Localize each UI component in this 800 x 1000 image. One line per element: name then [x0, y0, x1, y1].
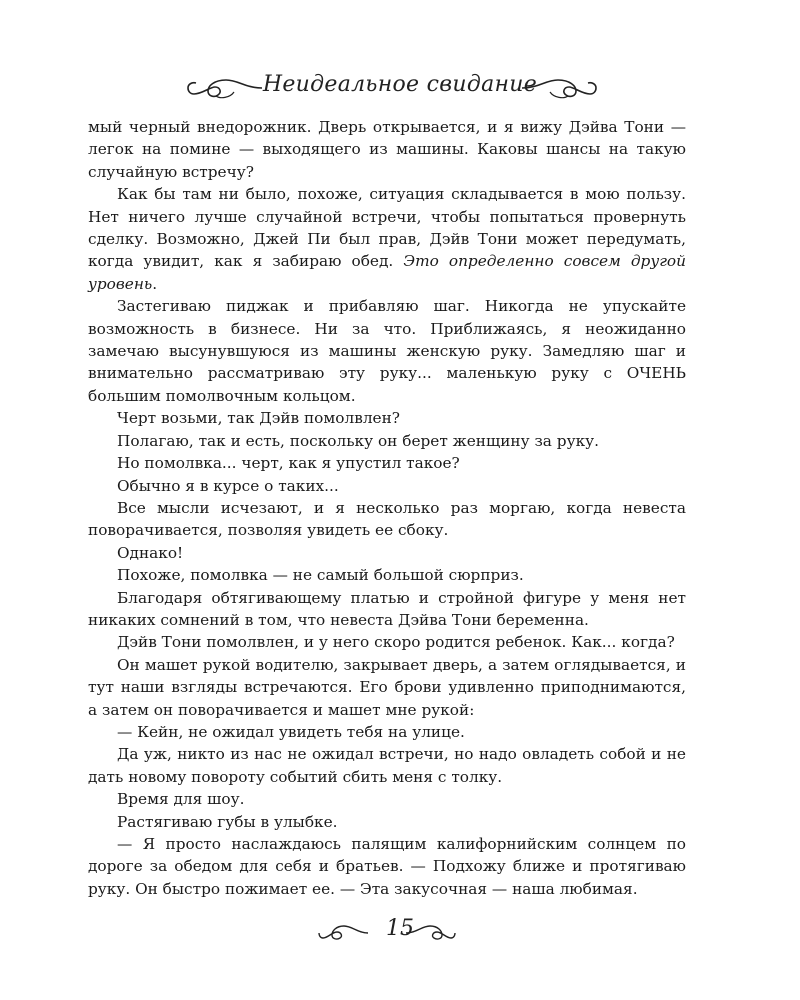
- paragraph-italic-text: Это определенно совсем другой уровень: [88, 252, 686, 293]
- paragraph: Время для шоу.: [117, 790, 245, 809]
- paragraph: — Кейн, не ожидал увидеть тебя на улице.: [117, 722, 465, 741]
- paragraph: мый черный внедорожник. Дверь открывается, и я вижу Дэйва Тони — легок на помине — выходящего из машины. Каковы шансы на такую случайную встречу?: [88, 118, 686, 181]
- paragraph-text: Как бы там ни было, похоже, ситуация складывается в мою пользу. Нет ничего лучше случайной встречи, чтобы попытаться провернуть сделку. Возможно, Джей Пи был прав, Дэйв Тони может передумать, когда увидит, как я забираю обед.: [88, 185, 686, 271]
- paragraph: Похоже, помолвка — не самый большой сюрприз.: [117, 566, 524, 585]
- paragraph: [88, 183, 686, 295]
- paragraph: Но помолвка... черт, как я упустил такое?: [117, 454, 460, 473]
- paragraph: Растягиваю губы в улыбке.: [117, 812, 338, 831]
- book-title: Неидеальное свидание: [262, 72, 538, 97]
- page-number: 15: [386, 916, 414, 941]
- paragraph: Да уж, никто из нас не ожидал встречи, но надо овладеть собой и не дать новому повороту событий сбить меня с толку.: [88, 745, 686, 786]
- right-flourish-ornament-icon: [520, 74, 598, 102]
- paragraph-tail: .: [152, 274, 158, 293]
- paragraph: Застегиваю пиджак и прибавляю шаг. Никогда не упускайте возможность в бизнесе. Ни за что. Приближаясь, я неожиданно замечаю высунувшуюся из машины женскую руку. Замедляю шаг и внимательно рассматриваю эту руку... маленькую руку с ОЧЕНЬ большим помолвочным кольцом.: [88, 297, 686, 405]
- paragraph: — Я просто наслаждаюсь палящим калифорнийским солнцем по дороге за обедом для себя и братьев. — Подхожу ближе и протягиваю руку. Он быстро пожимает ее. — Эта закусочная — наша любимая.: [88, 835, 686, 898]
- paragraph: Он машет рукой водителю, закрывает дверь, а затем оглядывается, и тут наши взгляды встречаются. Его брови удивленно приподнимаются, а затем он поворачивается и машет мне рукой:: [88, 655, 686, 719]
- page-footer: [0, 914, 800, 948]
- paragraph: Черт возьми, так Дэйв помолвлен?: [117, 409, 400, 428]
- paragraph: Все мысли исчезают, и я несколько раз моргаю, когда невеста поворачивается, позволяя увидеть ее сбоку.: [88, 498, 686, 540]
- paragraph: Обычно я в курсе о таких...: [117, 476, 339, 495]
- paragraph: Благодаря обтягивающему платью и стройной фигуре у меня нет никаких сомнений в том, что невеста Дэйва Тони беременна.: [88, 588, 686, 629]
- paragraph: Однако!: [117, 543, 184, 562]
- page-body-text: [88, 116, 686, 900]
- paragraph: Дэйв Тони помолвлен, и у него скоро родится ребенок. Как... когда?: [117, 633, 675, 652]
- running-header: [0, 70, 800, 106]
- right-footer-flourish-icon: [404, 922, 456, 944]
- paragraph: Полагаю, так и есть, поскольку он берет женщину за руку.: [117, 431, 600, 450]
